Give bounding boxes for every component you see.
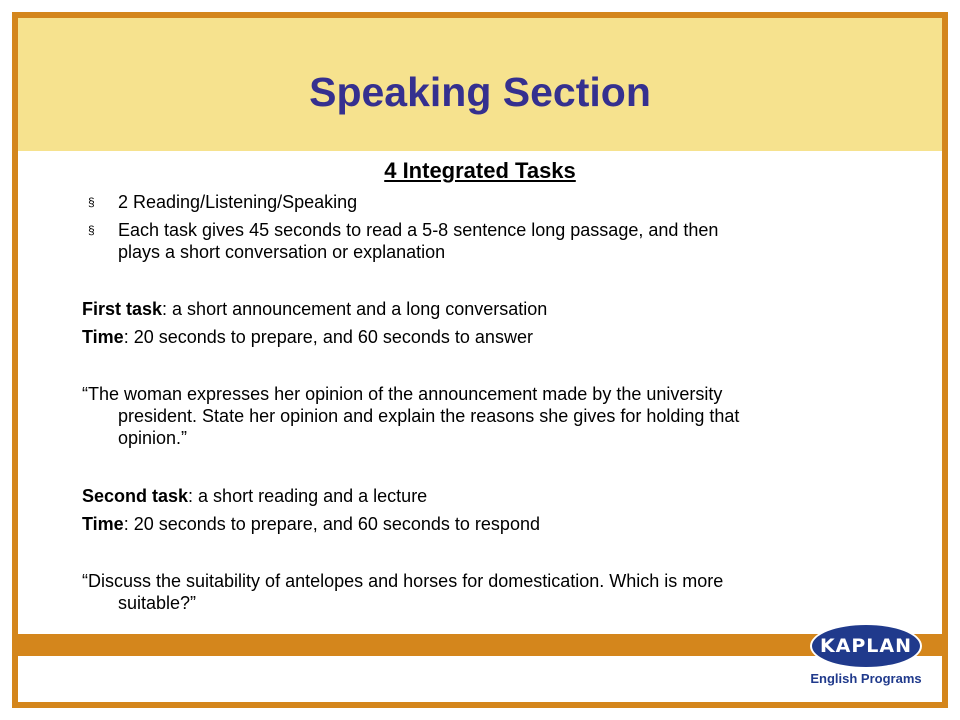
bullet-marker: § — [88, 223, 95, 237]
second-task-line — [82, 485, 427, 507]
second-task-time-text: : 20 seconds to prepare, and 60 seconds to respond — [123, 514, 540, 534]
logo-tagline: English Programs — [810, 671, 922, 686]
bottom-band — [18, 634, 942, 656]
first-task-line — [82, 298, 547, 320]
second-task-quote: suitable?” — [118, 593, 197, 613]
second-task-time-line — [82, 513, 540, 535]
kaplan-logo — [806, 623, 926, 693]
bullet-item: Each task gives 45 seconds to read a 5-8 sentence long passage, and then — [118, 220, 719, 240]
bullet-marker: § — [88, 195, 95, 209]
first-task-label: First task — [82, 299, 163, 319]
first-task-time-line — [82, 326, 533, 348]
second-task-label: Second task — [82, 486, 189, 506]
second-task-quote: “Discuss the suitability of antelopes and horses for domestication. Which is more — [82, 571, 724, 591]
logo-wordmark: KAPLAN — [819, 635, 913, 657]
slide-title: Speaking Section — [309, 69, 651, 115]
first-task-text: : a short announcement and a long conversation — [162, 299, 548, 319]
first-task-quote: president. State her opinion and explain the reasons she gives for holding that — [118, 406, 740, 426]
second-task-time-label: Time — [82, 514, 124, 534]
bullet-item: 2 Reading/Listening/Speaking — [118, 192, 358, 212]
first-task-time-label: Time — [82, 327, 124, 347]
first-task-time-text: : 20 seconds to prepare, and 60 seconds to answer — [123, 327, 533, 347]
first-task-quote: opinion.” — [118, 428, 188, 448]
first-task-quote: “The woman expresses her opinion of the announcement made by the university — [82, 384, 723, 404]
slide-subtitle: 4 Integrated Tasks — [384, 158, 576, 183]
second-task-text: : a short reading and a lecture — [188, 486, 428, 506]
bullet-item-continued: plays a short conversation or explanation — [118, 242, 446, 262]
